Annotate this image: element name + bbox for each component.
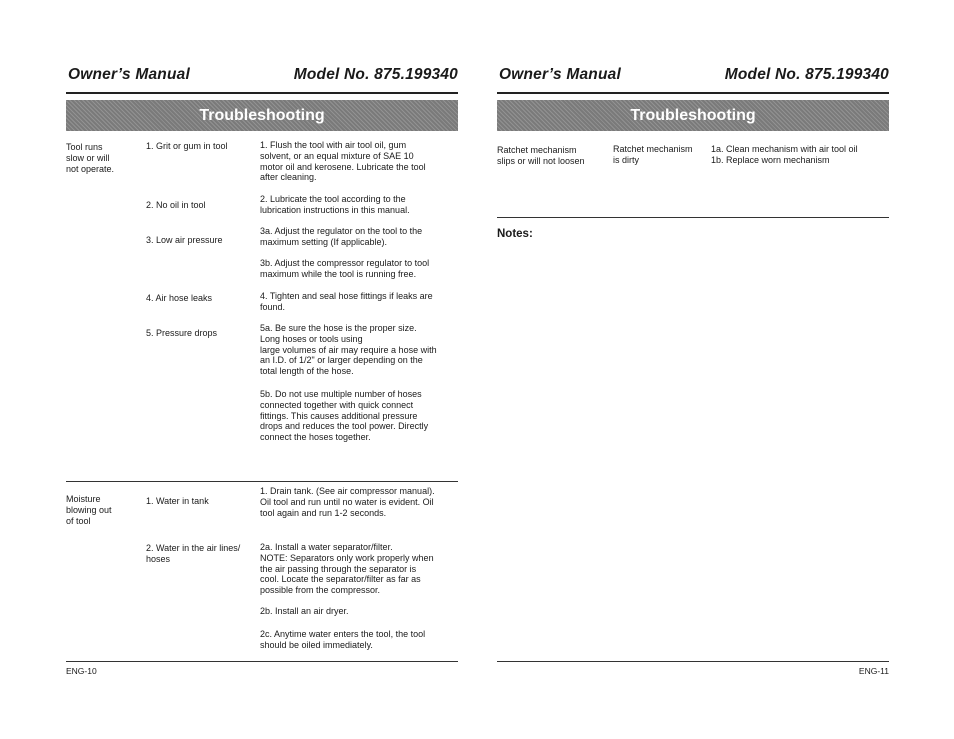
- cause-text: Ratchet mechanism is dirty: [613, 144, 693, 165]
- solution-text: 1. Flush the tool with air tool oil, gum solvent, or an equal mixture of SAE 10 motor oil and kerosene. Lubricate the tool after cleaning.: [260, 140, 426, 183]
- solution-text: 3b. Adjust the compressor regulator to tool maximum while the tool is running free.: [260, 258, 430, 279]
- solution-text: 1. Drain tank. (See air compressor manual). Oil tool and run until no water is evident. Oil tool again and run 1-2 seconds.: [260, 486, 435, 518]
- cause-text: 2. No oil in tool: [146, 200, 206, 210]
- footer-rule: [66, 661, 458, 662]
- solution-text: 4. Tighten and seal hose fittings if leaks are found.: [260, 291, 433, 312]
- solution-text: 2b. Install an air dryer.: [260, 606, 349, 616]
- solution-text: 5a. Be sure the hose is the proper size. Long hoses or tools using large volumes of air may require a hose with an I.D. of 1/2" or larger depending on the total length of the hose.: [260, 323, 437, 377]
- solution-text: 2a. Install a water separator/filter. NOTE: Separators only work properly when the air passing through the separator is cool. Locate the separator/filter as far as possible from the compressor.: [260, 542, 434, 596]
- solution-text: 5b. Do not use multiple number of hoses connected together with quick connect fittings. This causes additional pressure drops and reduces the tool power. Directly connect the hoses together.: [260, 389, 429, 443]
- section-banner: Troubleshooting: [497, 100, 889, 131]
- cause-text: 1. Water in tank: [146, 496, 209, 506]
- cause-text: 4. Air hose leaks: [146, 293, 213, 303]
- solution-text: 3a. Adjust the regulator on the tool to the maximum setting (If applicable).: [260, 226, 423, 247]
- notes-label: Notes:: [497, 228, 533, 240]
- manual-title: Owner’s Manual: [68, 66, 190, 83]
- problem-text: Moisture blowing out of tool: [66, 494, 112, 526]
- section-divider: [497, 217, 889, 218]
- model-number: Model No. 875.199340: [724, 66, 889, 83]
- cause-text: 5. Pressure drops: [146, 328, 218, 338]
- page-header: [66, 66, 458, 88]
- cause-text: 2. Water in the air lines/ hoses: [146, 543, 241, 564]
- cause-text: 1. Grit or gum in tool: [146, 141, 228, 151]
- header-rule: [66, 92, 458, 94]
- manual-title: Owner’s Manual: [499, 66, 621, 83]
- page-number: ENG-10: [66, 666, 97, 676]
- solution-text: 2c. Anytime water enters the tool, the tool should be oiled immediately.: [260, 629, 426, 650]
- model-number: Model No. 875.199340: [293, 66, 458, 83]
- section-banner: Troubleshooting: [66, 100, 458, 131]
- cause-text: 3. Low air pressure: [146, 235, 223, 245]
- page-number: ENG-11: [858, 666, 889, 676]
- problem-text: Tool runs slow or will not operate.: [66, 142, 115, 174]
- header-rule: [497, 92, 889, 94]
- section-divider: [66, 481, 458, 482]
- solution-text: 1a. Clean mechanism with air tool oil 1b. Replace worn mechanism: [711, 144, 858, 165]
- solution-text: 2. Lubricate the tool according to the lubrication instructions in this manual.: [260, 194, 410, 215]
- problem-text: Ratchet mechanism slips or will not loosen: [497, 145, 585, 166]
- page-header: [497, 66, 889, 88]
- footer-rule: [497, 661, 889, 662]
